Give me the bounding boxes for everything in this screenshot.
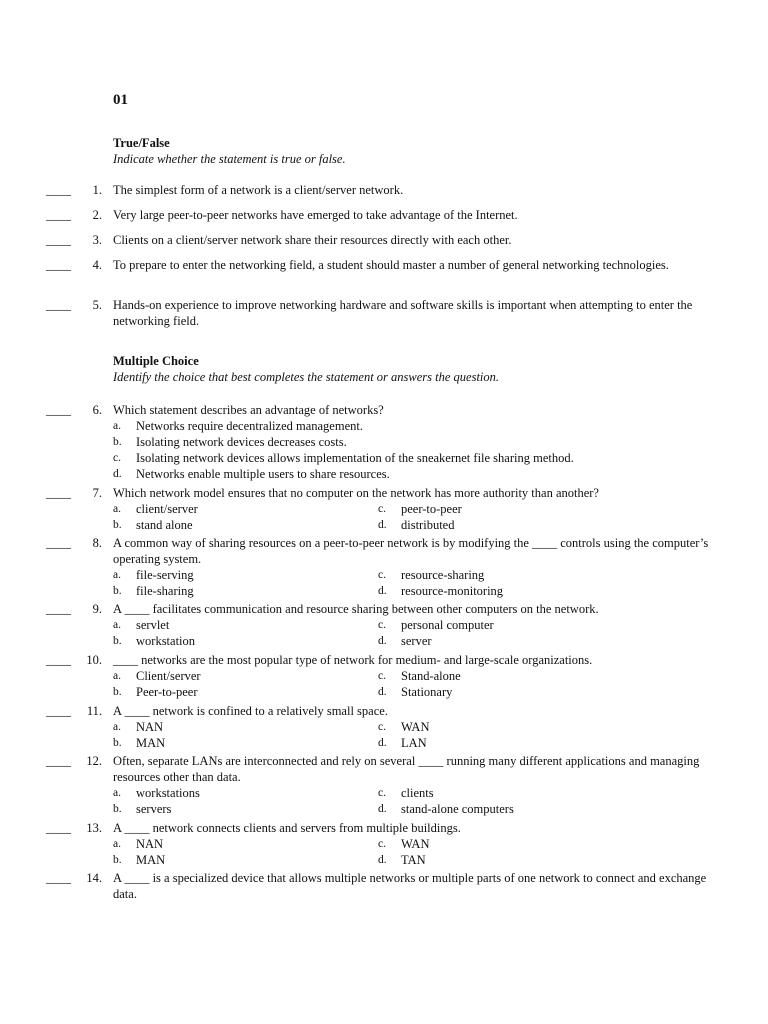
question-number: 5. xyxy=(92,298,102,312)
question-text: To prepare to enter the networking field, a student should master a number of general networking technologies. xyxy=(113,258,669,272)
choice-text: TAN xyxy=(401,853,426,867)
choice-text: stand alone xyxy=(136,518,193,532)
question-number: 13. xyxy=(86,821,102,835)
answer-blank[interactable]: ____ xyxy=(46,403,71,417)
choice-text: peer-to-peer xyxy=(401,502,462,516)
answer-blank[interactable]: ____ xyxy=(46,258,71,272)
answer-blank[interactable]: ____ xyxy=(46,871,71,885)
answer-blank[interactable]: ____ xyxy=(46,298,71,312)
question-number: 11. xyxy=(86,704,102,718)
answer-blank[interactable]: ____ xyxy=(46,704,71,718)
choice-text: MAN xyxy=(136,736,166,750)
answer-blank[interactable]: ____ xyxy=(46,754,71,768)
choice-letter: b. xyxy=(113,803,122,815)
choice-text: Networks require decentralized management. xyxy=(136,419,363,433)
question-text: A ____ network is confined to a relatively small space. xyxy=(113,704,388,718)
question-number: 8. xyxy=(92,536,102,550)
choice-letter: c. xyxy=(378,838,386,850)
question-text: Which statement describes an advantage of networks? xyxy=(113,403,384,417)
choice-text: Isolating network devices allows implementation of the sneakernet file sharing method. xyxy=(136,451,574,465)
answer-blank[interactable]: ____ xyxy=(46,233,71,247)
choice-letter: b. xyxy=(113,635,122,647)
choice-letter: b. xyxy=(113,854,122,866)
choice-text: NAN xyxy=(136,720,164,734)
question-text: A ____ facilitates communication and resource sharing between other computers on the network. xyxy=(113,602,599,616)
choice-list xyxy=(113,418,733,482)
answer-choice[interactable] xyxy=(113,434,733,450)
question-number: 12. xyxy=(86,754,102,768)
choice-text: servers xyxy=(136,802,172,816)
choice-text: Peer-to-peer xyxy=(136,685,198,699)
answer-blank[interactable]: ____ xyxy=(46,208,71,222)
answer-choice[interactable] xyxy=(113,418,733,434)
question-number: 6. xyxy=(92,403,102,417)
choice-letter: a. xyxy=(113,420,121,432)
choice-letter: a. xyxy=(113,721,121,733)
choice-letter: c. xyxy=(113,452,121,464)
answer-blank[interactable]: ____ xyxy=(46,821,71,835)
answer-blank[interactable]: ____ xyxy=(46,183,71,197)
answer-blank[interactable]: ____ xyxy=(46,602,71,616)
question-text: Hands-on experience to improve networking hardware and software skills is important when attempting to enter the networking field. xyxy=(113,298,693,328)
choice-letter: d. xyxy=(378,519,387,531)
question-number: 2. xyxy=(92,208,102,222)
choice-letter: d. xyxy=(378,854,387,866)
question-number: 9. xyxy=(92,602,102,616)
choice-text: Client/server xyxy=(136,669,201,683)
choice-letter: c. xyxy=(378,787,386,799)
question-number: 14. xyxy=(86,871,102,885)
question-text: ____ networks are the most popular type of network for medium- and large-scale organizations. xyxy=(113,653,593,667)
question-number: 7. xyxy=(92,486,102,500)
question-text: A ____ network connects clients and servers from multiple buildings. xyxy=(113,821,461,835)
answer-blank[interactable]: ____ xyxy=(46,536,71,550)
choice-letter: b. xyxy=(113,436,122,448)
choice-text: server xyxy=(401,634,432,648)
question-number: 3. xyxy=(92,233,102,247)
choice-letter: d. xyxy=(378,803,387,815)
choice-text: workstation xyxy=(136,634,196,648)
question-text: Very large peer-to-peer networks have emerged to take advantage of the Internet. xyxy=(113,208,518,222)
answer-choice[interactable] xyxy=(113,466,733,482)
choice-letter: a. xyxy=(113,670,121,682)
choice-letter: a. xyxy=(113,619,121,631)
choice-text: Isolating network devices decreases costs. xyxy=(136,435,347,449)
question-text: Clients on a client/server network share their resources directly with each other. xyxy=(113,233,512,247)
choice-letter: c. xyxy=(378,619,386,631)
choice-text: clients xyxy=(401,786,434,800)
choice-text: client/server xyxy=(136,502,198,516)
choice-text: LAN xyxy=(401,736,427,750)
question-text: Often, separate LANs are interconnected and rely on several ____ running many different applications and managing resources other than data. xyxy=(113,754,700,784)
choice-letter: a. xyxy=(113,838,121,850)
choice-letter: d. xyxy=(378,585,387,597)
question-number: 4. xyxy=(92,258,102,272)
choice-text: Networks enable multiple users to share resources. xyxy=(136,467,390,481)
choice-text: distributed xyxy=(401,518,455,532)
choice-letter: a. xyxy=(113,569,121,581)
choice-text: NAN xyxy=(136,837,164,851)
section-multiple-choice-header xyxy=(113,353,733,385)
choice-letter: b. xyxy=(113,585,122,597)
choice-text: stand-alone computers xyxy=(401,802,514,816)
choice-text: file-sharing xyxy=(136,584,194,598)
choice-letter: d. xyxy=(378,635,387,647)
choice-text: workstations xyxy=(136,786,200,800)
choice-letter: d. xyxy=(378,737,387,749)
section-instructions: Indicate whether the statement is true or false. xyxy=(113,152,346,166)
choice-text: Stationary xyxy=(401,685,453,699)
choice-text: MAN xyxy=(136,853,166,867)
answer-blank[interactable]: ____ xyxy=(46,653,71,667)
choice-text: Stand-alone xyxy=(401,669,461,683)
choice-text: servlet xyxy=(136,618,170,632)
answer-choice[interactable] xyxy=(113,450,733,466)
choice-letter: a. xyxy=(113,503,121,515)
question-text: A common way of sharing resources on a peer-to-peer network is by modifying the ____ controls using the computer’s operating system. xyxy=(113,536,709,566)
choice-text: WAN xyxy=(401,837,430,851)
choice-letter: b. xyxy=(113,737,122,749)
choice-letter: c. xyxy=(378,503,386,515)
question-number: 10. xyxy=(86,653,102,667)
section-instructions: Identify the choice that best completes the statement or answers the question. xyxy=(113,370,500,384)
choice-letter: c. xyxy=(378,569,386,581)
choice-text: personal computer xyxy=(401,618,494,632)
question-text: A ____ is a specialized device that allows multiple networks or multiple parts of one network to connect and exchange data. xyxy=(113,871,707,901)
choice-letter: b. xyxy=(113,519,122,531)
section-title: Multiple Choice xyxy=(113,354,199,368)
question-text: The simplest form of a network is a client/server network. xyxy=(113,183,404,197)
question-text: Which network model ensures that no computer on the network has more authority than another? xyxy=(113,486,599,500)
document-title: 01 xyxy=(113,92,128,108)
choice-letter: c. xyxy=(378,670,386,682)
choice-letter: d. xyxy=(378,686,387,698)
choice-letter: b. xyxy=(113,686,122,698)
choice-text: resource-sharing xyxy=(401,568,485,582)
section-title: True/False xyxy=(113,136,170,150)
choice-letter: d. xyxy=(113,468,122,480)
choice-letter: c. xyxy=(378,721,386,733)
question-number: 1. xyxy=(92,183,102,197)
choice-text: file-serving xyxy=(136,568,194,582)
choice-text: resource-monitoring xyxy=(401,584,504,598)
choice-letter: a. xyxy=(113,787,121,799)
section-true-false-header xyxy=(113,135,733,167)
choice-text: WAN xyxy=(401,720,430,734)
answer-blank[interactable]: ____ xyxy=(46,486,71,500)
